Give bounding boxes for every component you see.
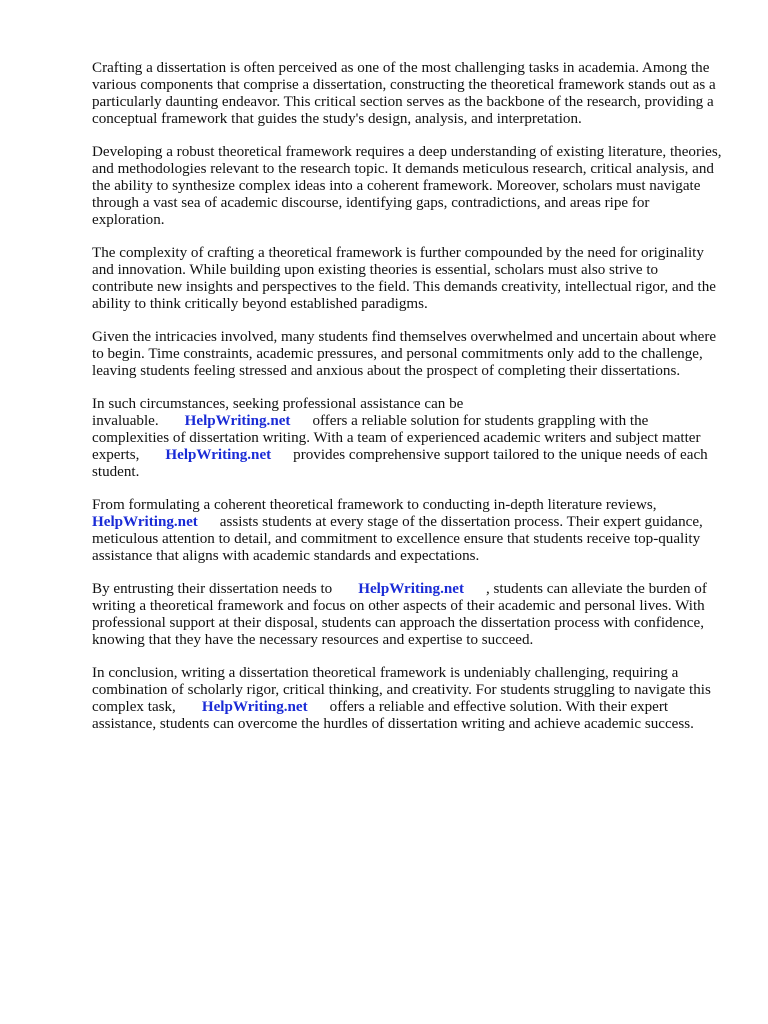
paragraph-5-text-c: provides comprehensive support tailored to the unique needs of each student.: [92, 447, 708, 481]
paragraph-6: [92, 497, 722, 565]
paragraph-2: Developing a robust theoretical framework requires a deep understanding of existing literature, theories, and methodologies relevant to the research topic. It demands meticulous research, critical analysis, and the ability to synthesize complex ideas into a coherent framework. Moreover, scholars must navigate through a vast sea of academic discourse, identifying gaps, contradictions, and areas ripe for exploration.: [92, 143, 722, 229]
paragraph-7-text-a: By entrusting their dissertation needs to: [92, 580, 333, 597]
paragraph-8-text-b: offers a reliable and effective solution. With their expert assistance, students can overcome the hurdles of dissertation writing and achieve academic success.: [92, 699, 694, 733]
helpwriting-link[interactable]: HelpWriting.net: [358, 580, 464, 597]
paragraph-6-text-b: assists students at every stage of the dissertation process. Their expert guidance, meticulous attention to detail, and commitment to excellence ensure that students receive top-quality assistance that aligns with academic standards and expectations.: [92, 514, 703, 565]
paragraph-8: [92, 665, 722, 733]
paragraph-5-text-b: offers a reliable solution for students grappling with the complexities of dissertation writing. With a team of experienced academic writers and subject matter experts,: [92, 412, 701, 464]
paragraph-1: Crafting a dissertation is often perceived as one of the most challenging tasks in academia. Among the various components that comprise a dissertation, constructing the theoretical framework stands out as a particularly daunting endeavor. This critical section serves as the backbone of the research, providing a conceptual framework that guides the study's design, analysis, and interpretation.: [92, 60, 716, 128]
paragraph-3: The complexity of crafting a theoretical framework is further compounded by the need for originality and innovation. While building upon existing theories is essential, scholars must also strive to contribute new insights and perspectives to the field. This demands creativity, intellectual rigor, and the ability to think critically beyond established paradigms.: [92, 245, 716, 313]
paragraph-5: [92, 396, 722, 481]
helpwriting-link[interactable]: HelpWriting.net: [165, 447, 272, 464]
paragraph-8-text-a: In conclusion, writing a dissertation theoretical framework is undeniably challenging, requiring a combination of scholarly rigor, critical thinking, and creativity. For students struggling to navigate this complex task,: [92, 664, 711, 716]
paragraph-7-text-b: , students can alleviate the burden of writing a theoretical framework and focus on other aspects of their academic and personal lives. With professional support at their disposal, students can approach the dissertation process with confidence, knowing that they have the necessary resources and expertise to succeed.: [92, 580, 707, 649]
document-body: [92, 60, 722, 749]
helpwriting-link[interactable]: HelpWriting.net: [92, 514, 198, 531]
helpwriting-link[interactable]: HelpWriting.net: [184, 412, 291, 429]
paragraph-4: Given the intricacies involved, many students find themselves overwhelmed and uncertain about where to begin. Time constraints, academic pressures, and personal commitments only add to the challenge, leaving students feeling stressed and anxious about the prospect of completing their dissertations.: [92, 329, 717, 380]
paragraph-6-text-a: From formulating a coherent theoretical framework to conducting in-depth literature reviews,: [92, 496, 657, 513]
helpwriting-link[interactable]: HelpWriting.net: [201, 699, 308, 716]
paragraph-5-text-a: In such circumstances, seeking professional assistance can be invaluable.: [92, 395, 464, 429]
paragraph-7: [92, 581, 722, 649]
